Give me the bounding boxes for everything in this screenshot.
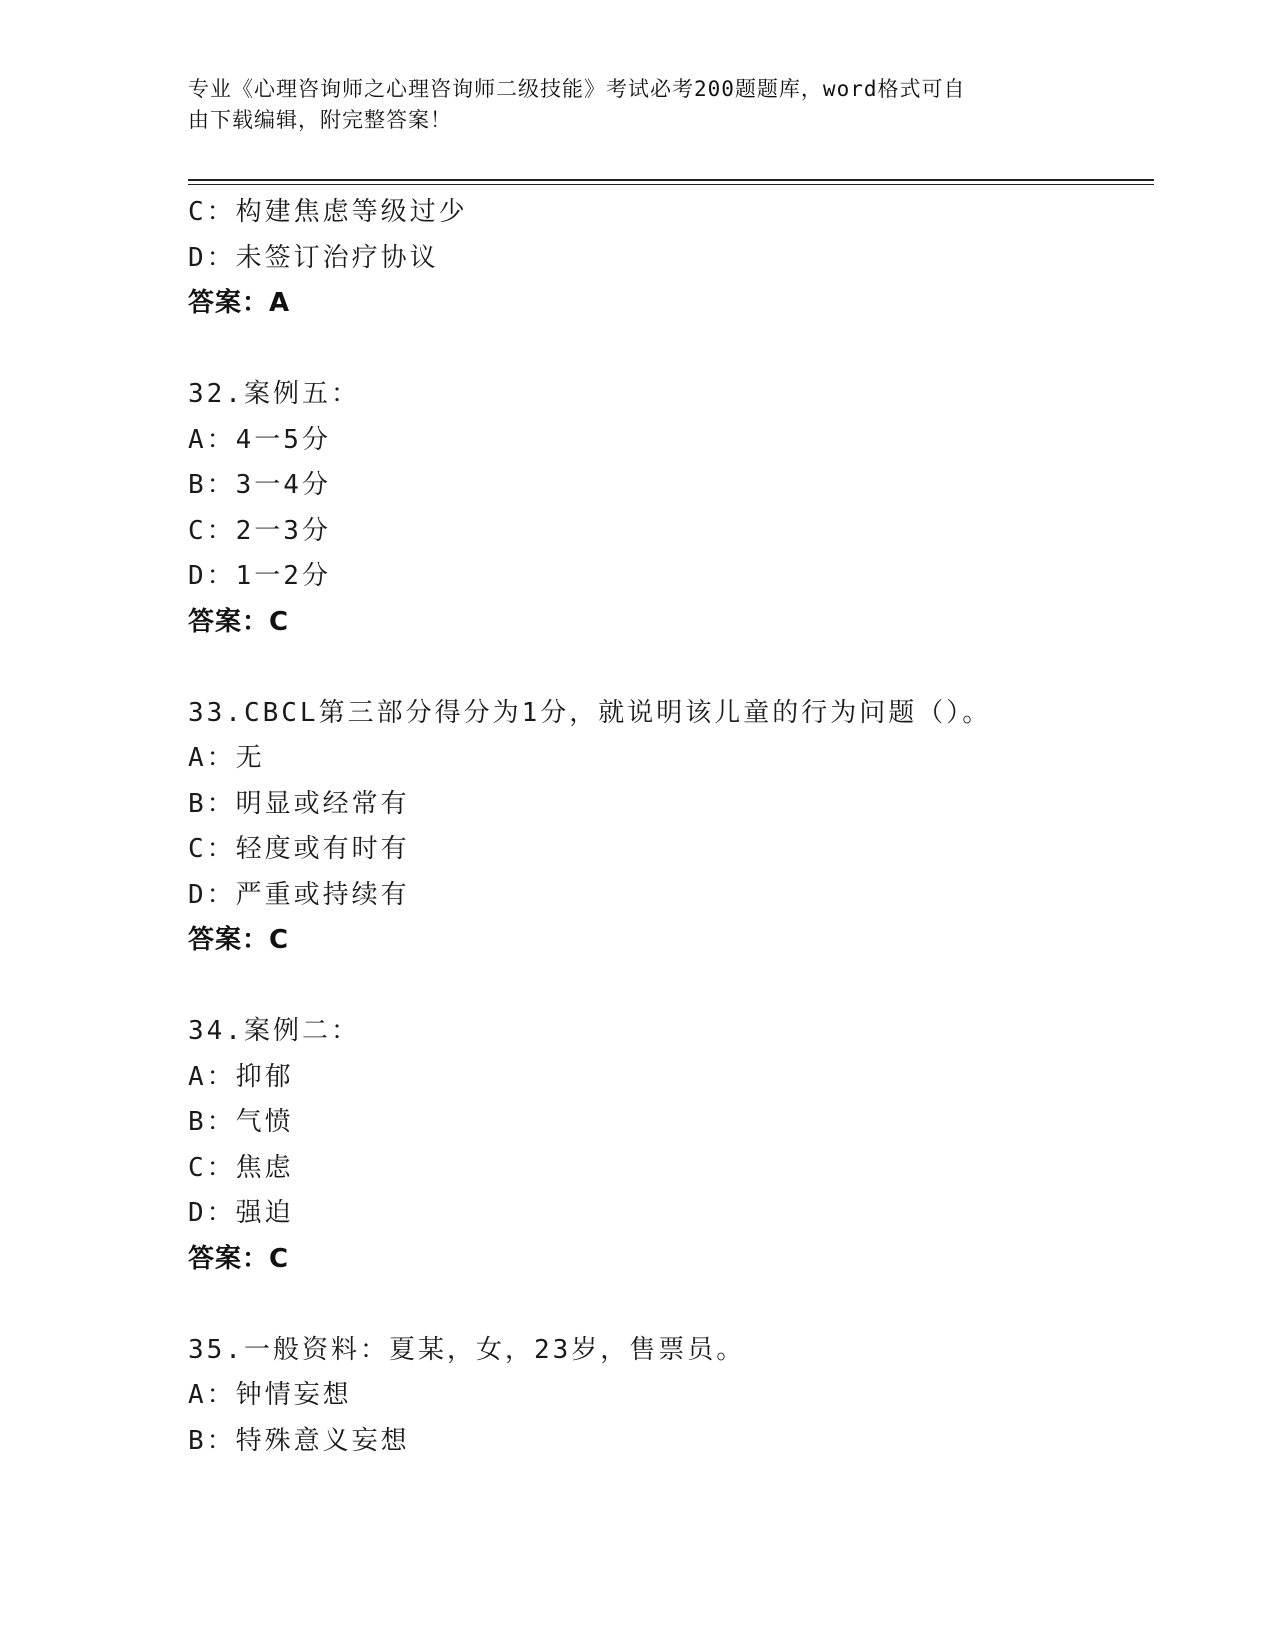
option-d: D：1一2分 xyxy=(188,561,331,591)
spacer xyxy=(188,645,1148,691)
option-b: B：气愤 xyxy=(188,1107,294,1137)
spacer xyxy=(188,964,1148,1010)
question-35 xyxy=(188,1328,1148,1465)
answer-label: 答案：C xyxy=(188,925,290,955)
header-divider-thick xyxy=(188,179,1154,181)
option-d: D：严重或持续有 xyxy=(188,879,410,910)
option-c: C：轻度或有时有 xyxy=(188,834,410,864)
option-d: D：强迫 xyxy=(188,1198,294,1228)
spacer xyxy=(188,327,1148,373)
question-stem: 32.案例五： xyxy=(188,379,360,409)
option-b: B：3一4分 xyxy=(188,470,331,500)
question-stem: 33.CBCL第三部分得分为1分，就说明该儿童的行为问题（）。 xyxy=(188,697,992,728)
option-a: A：无 xyxy=(188,743,265,773)
question-33 xyxy=(188,691,1148,964)
header-line-1: 专业《心理咨询师之心理咨询师二级技能》考试必考200题题库，word格式可自 xyxy=(188,77,966,101)
option-b: B：明显或经常有 xyxy=(188,788,410,819)
option-a: A：4一5分 xyxy=(188,424,331,455)
option-c: C：2一3分 xyxy=(188,515,331,546)
option-a: A：抑郁 xyxy=(188,1061,294,1092)
option-a: A：钟情妄想 xyxy=(188,1380,352,1410)
header-line-2: 由下载编辑，附完整答案！ xyxy=(188,108,452,132)
document-header xyxy=(188,74,1068,136)
question-34 xyxy=(188,1009,1148,1282)
question-31-tail xyxy=(188,190,1148,327)
option-c: C：构建焦虑等级过少 xyxy=(188,197,468,227)
answer-label: 答案：C xyxy=(188,1243,290,1274)
option-c: C：焦虑 xyxy=(188,1152,294,1183)
question-stem: 34.案例二： xyxy=(188,1016,360,1046)
spacer xyxy=(188,1282,1148,1328)
answer-label: 答案：A xyxy=(188,288,291,318)
option-d: D：未签订治疗协议 xyxy=(188,242,439,273)
question-list xyxy=(188,190,1148,1464)
answer-label: 答案：C xyxy=(188,606,290,637)
question-stem: 35.一般资料：夏某，女，23岁，售票员。 xyxy=(188,1334,746,1365)
question-32 xyxy=(188,372,1148,645)
header-divider-thin xyxy=(188,184,1154,185)
option-b: B：特殊意义妄想 xyxy=(188,1425,410,1456)
